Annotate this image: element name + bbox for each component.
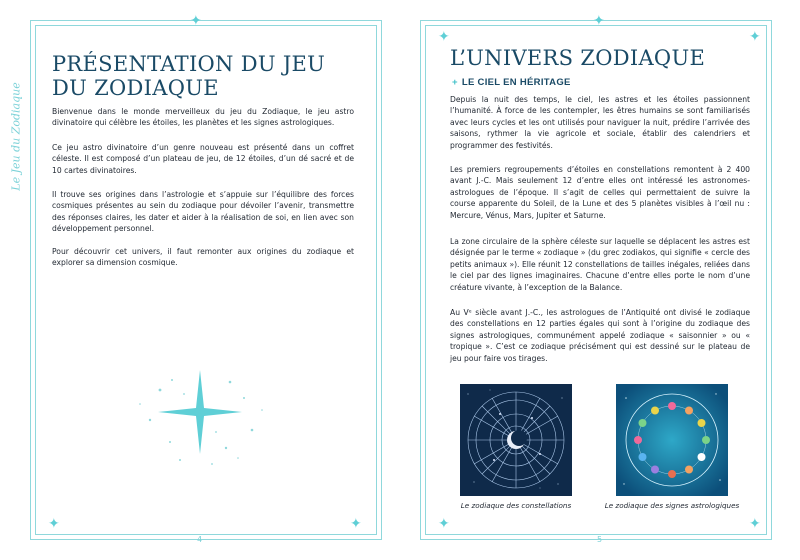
paragraph: Il trouve ses origines dans l’astrologie et s’appuie sur l’équilibre des forces cosmiques présentes au sein du zodiaque pour dévoiler l’avenir, transmettre des réponses claires, les dater et aider à la réalisation de soi, en lien avec son développement personnel.	[52, 190, 354, 234]
paragraph: Les premiers regroupements d’étoiles en constellations remontent à 2 400 avant J.-C. Mais seulement 12 d’entre elles ont intéressé les astronomes-astrologues de l’époque. Il s’agit de celles qui permettaient de suivre la course apparente du Soleil, de la Lune et des 5 planètes visibles à l’œil nu : Mercure, Vénus, Mars, Jupiter et Saturne.	[450, 165, 750, 220]
paragraph: Depuis la nuit des temps, le ciel, les astres et les étoiles passionnent l’humanité. À force de les contempler, les êtres humains se sont familiarisés avec leurs cycles et les ont utilisés pour naviguer la nuit, prédire l’arrivée des saisons, rythmer la vie agricole et sociale, établir des calendriers et programmer des festivités.	[450, 95, 750, 150]
paragraph: Ce jeu astro divinatoire d’un genre nouveau est présenté dans un coffret céleste. Il est composé d’un plateau de jeu, de 12 étoiles, d’un dé sacré et de 10 cartes divinatoires.	[52, 143, 354, 175]
paragraph: Bienvenue dans le monde merveilleux du jeu du Zodiaque, le jeu astro divinatoire qui célèbre les étoiles, les planètes et les signes astrologiques.	[52, 107, 354, 128]
paragraph: Pour découvrir cet univers, il faut remonter aux origines du zodiaque et explorer sa dimension cosmique.	[52, 247, 354, 268]
sparkle-icon: ✦	[48, 516, 60, 532]
page-title: PRÉSENTATION DU JEU DU ZODIAQUE	[52, 52, 326, 100]
page-title: L’UNIVERS ZODIAQUE	[450, 46, 706, 70]
running-title: Le Jeu du Zodiaque	[9, 82, 23, 191]
page-number: 4	[197, 535, 203, 544]
sparkle-icon: ✦	[438, 29, 450, 45]
sparkle-cluster-icon	[120, 360, 280, 470]
sparkle-icon: ✦	[593, 13, 605, 29]
paragraph: Au Vᵉ siècle avant J.-C., les astrologues de l’Antiquité ont divisé le zodiaque des constellations en 12 parties égales qui sont à l’origine du zodiaque des signes astrologiques, communément appelé zodiaque « saisonnier » ou « tropique ». C’est ce zodiaque précisément qui est dessiné sur le plateau de jeu pour faire vos tirages.	[450, 308, 750, 363]
figure-caption: Le zodiaque des constellations	[460, 501, 572, 510]
sparkle-icon: ✦	[749, 516, 761, 532]
sparkle-icon: ✦	[350, 516, 362, 532]
figure-caption: Le zodiaque des signes astrologiques	[604, 501, 740, 510]
sparkle-icon: ✦	[438, 516, 450, 532]
sparkle-icon: ✦	[190, 13, 202, 29]
sparkle-icon: ✦	[749, 29, 761, 45]
section-subtitle: + LE CIEL EN HÉRITAGE	[452, 77, 571, 88]
plus-icon: +	[452, 77, 458, 88]
paragraph: La zone circulaire de la sphère céleste sur laquelle se déplacent les astres est désignée par le terme « zodiaque » (du grec zodiakos, qui signifie « cercle des petits animaux »). Elle réunit 12 constellations de tailles inégales, reliées dans le ciel par des lignes imaginaires. Chacune d’entre elles porte le nom d’une créature vivante, à l’exception de la Balance.	[450, 237, 750, 292]
zodiac-signs-wheel-image	[616, 384, 728, 496]
constellation-wheel-image	[460, 384, 572, 496]
right-page	[400, 0, 800, 560]
page-number: 5	[597, 535, 603, 544]
